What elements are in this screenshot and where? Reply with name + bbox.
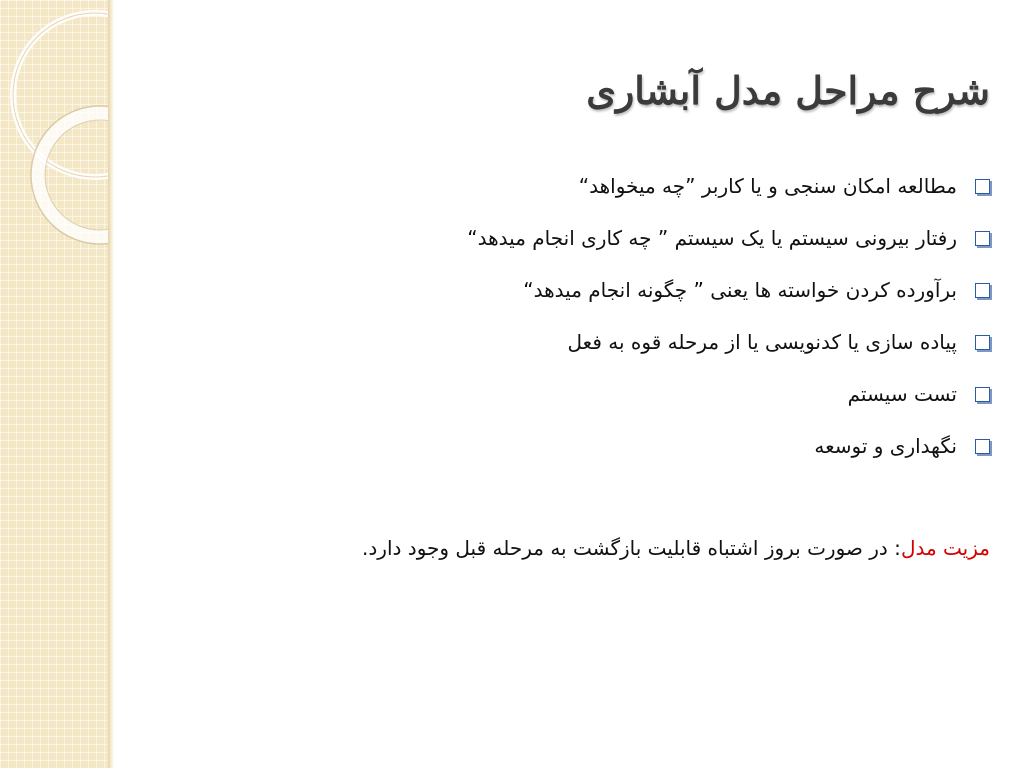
- bullet-text: رفتار بیرونی سیستم یا یک سیستم ” چه کاری انجام میدهد“: [467, 226, 957, 250]
- list-item: [170, 212, 990, 264]
- square-checkbox-icon: [975, 283, 990, 298]
- bullet-text: برآورده کردن خواسته ها یعنی ” چگونه انجام میدهد“: [523, 278, 957, 302]
- list-item: [170, 368, 990, 420]
- bullet-list: [170, 160, 990, 472]
- list-item: [170, 420, 990, 472]
- list-item: [170, 264, 990, 316]
- list-item: [170, 160, 990, 212]
- list-item: [170, 316, 990, 368]
- advantage-label: مزیت مدل: [900, 536, 990, 560]
- slide-title: شرح مراحل مدل آبشاری: [586, 68, 990, 113]
- square-checkbox-icon: [975, 387, 990, 402]
- side-panel-edge: [108, 0, 114, 768]
- bullet-text: پیاده سازی یا کدنویسی یا از مرحله قوه به فعل: [567, 330, 957, 354]
- model-advantage: [90, 536, 990, 560]
- bullet-text: مطالعه امکان سنجی و یا کاربر ”چه میخواهد“: [578, 174, 957, 198]
- square-checkbox-icon: [975, 439, 990, 454]
- decorative-circles: [0, 0, 108, 768]
- square-checkbox-icon: [975, 179, 990, 194]
- square-checkbox-icon: [975, 231, 990, 246]
- advantage-text: : در صورت بروز اشتباه قابلیت بازگشت به مرحله قبل وجود دارد.: [362, 536, 901, 560]
- bullet-text: تست سیستم: [847, 382, 957, 406]
- bullet-text: نگهداری و توسعه: [814, 434, 957, 458]
- decorative-side-panel: [0, 0, 108, 768]
- square-checkbox-icon: [975, 335, 990, 350]
